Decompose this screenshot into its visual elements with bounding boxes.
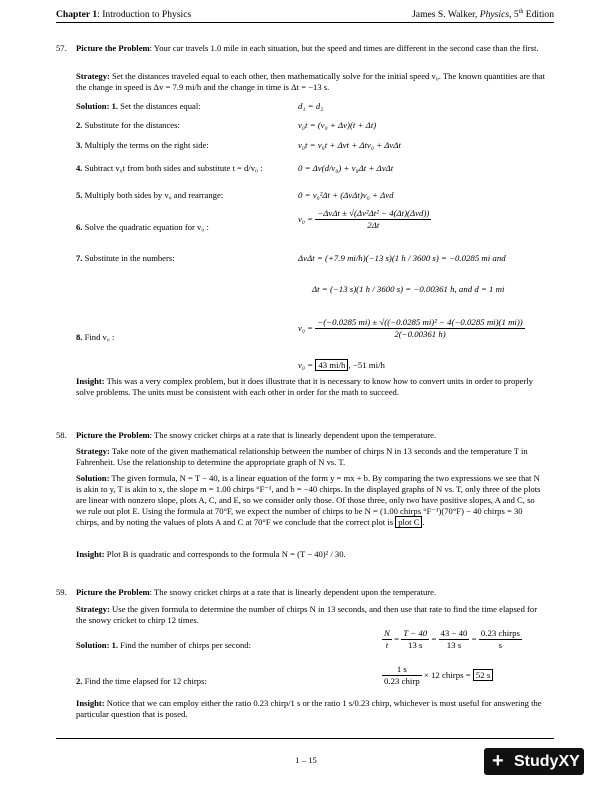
p57-step-7: 7. Substitute in the numbers: [76, 253, 175, 263]
p57-step-4: 4. Subtract v₀t from both sides and substitute t = d/v₀ : [76, 163, 263, 173]
footer-rule [56, 738, 554, 739]
p59-step-1: Solution: 1. Find the number of chirps per second: [76, 640, 251, 650]
p57-step-6-numerator: −ΔvΔt ± √(Δv²Δt² − 4(Δt)(Δvd)) [315, 208, 431, 220]
p57-step-6: 6. Solve the quadratic equation for v₀ : [76, 222, 209, 232]
problem-57-number: 57. [56, 43, 67, 53]
p57-step-1-eq: d₁ = d₂ [298, 101, 324, 111]
problem-57-insight: Insight: This was a very complex problem, but it does illustrate that it is necessary to know how to convert units in order to properly solve problems. The units must be consistent with each other in order for the math to succeed. [76, 376, 533, 397]
p59-step-1-eq: $\frac{N}{t}$ = $\frac{T - 40}{13 s}$ = $\frac{43 - 40}{13 s}$ = $\frac{\text{0.23 chirps}}{s}$ [384, 628, 520, 651]
logo-text: StudyXY [514, 753, 580, 770]
p57-answer: v₀ = 43 mi/h , −51 mi/h [298, 360, 385, 370]
p57-step-4-eq: 0 = Δv(d/v₀) + v₀Δt + ΔvΔt [298, 163, 394, 173]
p57-step-8: 8. Find v₀ : [76, 332, 115, 342]
problem-58-number: 58. [56, 430, 67, 440]
problem-58-strategy: Strategy: Take note of the given mathematical relationship between the number of chirps N in 13 seconds and the temperature T in Fahrenheit. Use the relationship to determine the appropriate graph of N vs. T. [76, 446, 528, 467]
p57-step-8-fraction [315, 317, 524, 341]
p57-step-3: 3. Multiply the terms on the right side: [76, 140, 209, 150]
studyxy-logo [484, 748, 584, 775]
p57-step-2: 2. Substitute for the distances: [76, 120, 180, 130]
p57-step-6-fraction [315, 208, 431, 232]
p57-step-6-eq [298, 208, 431, 232]
p57-step-5-eq: 0 = v₀²Δt + (ΔvΔt)v₀ + Δvd [298, 190, 394, 200]
problem-58-solution: Solution: The given formula, N = T − 40, is a linear equation of the form y = mx + b. By comparing the two expressions we see that N is akin to y, T is akin to x, the slope m = 1.00 chirps °F⁻¹, and b = −40 chirps. In the displayed graphs of N vs. T, only three of the plots are linear with nonzero slope, plots A, C, and E, so we consider only those. Of those three, only two have positive slopes, A and C, so we rule out plot E. Using the formula at 70°F, we expect the number of chirps to be N = (1.00 chirps °F⁻¹)(70°F) − 40 chirps = 30 chirps, and by noting the values of plots A and C at 70°F we conclude that the correct plot is plot C . [76, 473, 541, 527]
page-number: 1 – 15 [295, 755, 317, 765]
p57-step-7-eq: ΔvΔt = (+7.9 mi/h)(−13 s)(1 h / 3600 s) = −0.0285 mi and [298, 253, 506, 263]
p57-step-3-eq: v₀t = v₀t + Δvt + Δtv₀ + ΔvΔt [298, 140, 401, 150]
p57-step-6-denominator: 2Δt [367, 220, 380, 231]
problem-58-insight: Insight: Plot B is quadratic and corresponds to the formula N = (T − 40)² / 30. [76, 549, 346, 559]
p57-step-8-denominator: 2(−0.00361 h) [394, 329, 446, 340]
p59-frac-n-t: $\frac{N}{t}$ [384, 628, 390, 651]
p57-step-8-numerator: −(−0.0285 mi) ± √((−0.0285 mi)² − 4(−0.0285 mi)(1 mi)) [315, 317, 524, 329]
p59-answer-box: 52 s [473, 669, 493, 681]
p59-frac-values: $\frac{43 - 40}{13 s}$ [440, 628, 468, 651]
p59-frac-formula: $\frac{T - 40}{13 s}$ [403, 628, 428, 651]
book-header: James S. Walker, Physics, 5th Edition [412, 9, 554, 21]
p57-step-5: 5. Multiply both sides by v₀ and rearrange: [76, 190, 224, 200]
problem-59-picture: Picture the Problem: The snowy cricket chirps at a rate that is linearly dependent upon the temperature. [76, 587, 437, 597]
chapter-header: Chapter 1: Introduction to Physics [56, 9, 192, 20]
problem-59-strategy: Strategy: Use the given formula to determine the number of chirps N in 13 seconds, and then use that rate to find the time elapsed for the snowy cricket to chirp 12 times. [76, 604, 538, 625]
problem-59-number: 59. [56, 587, 67, 597]
header-rule [56, 22, 554, 23]
p59-step-2-eq: $\frac{1 s}{\text{0.23 chirp}}$ × 12 chirps = 52 s [382, 664, 493, 688]
problem-57-strategy: Strategy: Set the distances traveled equal to each other, then mathematically solve for the initial speed v₀. The known quantities are that the change in speed is Δv = 7.9 mi/h and the change in time is Δt = −13 s. [76, 71, 546, 92]
p57-step-1: Solution: 1. Set the distances equal: [76, 101, 201, 111]
p59-frac-rate: $\frac{\text{0.23 chirps}}{s}$ [480, 628, 520, 651]
p57-step-2-eq: v₀t = (v₀ + Δv)(t + Δt) [298, 120, 377, 130]
p59-step-2: 2. Find the time elapsed for 12 chirps: [76, 676, 207, 686]
p57-step-7-eq2: Δt = (−13 s)(1 h / 3600 s) = −0.00361 h, and d = 1 mi [312, 284, 505, 294]
problem-59-insight: Insight: Notice that we can employ either the ratio 0.23 chirp/1 s or the ratio 1 s/0.23 chirp, whichever is most useful for answering the particular question that is posed. [76, 698, 542, 719]
p57-step-6-eq-lhs: v₀ = [298, 213, 316, 224]
p57-answer-box: 43 mi/h [315, 359, 348, 371]
p59-frac-time: $\frac{1 s}{\text{0.23 chirp}}$ [384, 664, 420, 687]
p58-answer-box: plot C [395, 516, 422, 528]
problem-58-picture: Picture the Problem: The snowy cricket chirps at a rate that is linearly dependent upon the temperature. [76, 430, 437, 440]
p57-step-8-eq [298, 317, 525, 341]
p57-step-8-eq-lhs: v₀ = [298, 322, 316, 333]
problem-57-picture: Picture the Problem: Your car travels 1.0 mile in each situation, but the speed and times are different in the second case than the first. [76, 43, 539, 53]
plus-icon: + [492, 750, 504, 772]
